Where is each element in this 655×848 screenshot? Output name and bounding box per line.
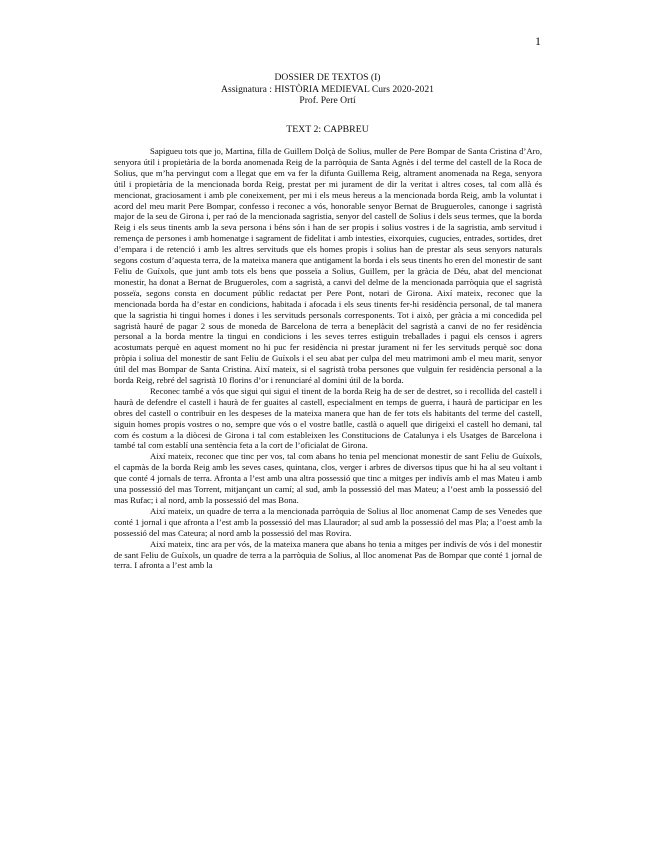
paragraph: Així mateix, tinc ara per vós, de la mateixa manera que abans ho tenia a mitges per indivís de vós i del monestir de sant Feliu de Guíxols, un quadre de terra a la parròquia de Solius, al lloc anomenat Pas de Bompar que conté 1 jornal de terra. I afronta a l’est amb la — [114, 538, 542, 571]
page-number: 1 — [535, 34, 541, 48]
section-title: TEXT 2: CAPBREU — [286, 124, 369, 135]
paragraph: Sapigueu tots que jo, Martina, filla de Guillem Dolçà de Solius, muller de Pere Bompar de Santa Cristina d’Aro, senyora útil i propietària de la borda anomenada Reig de la parròquia de Santa Agnès i del terme del castell de la Roca de Solius, que m’ha pervingut com a llegat que em va fer la difunta Guillema Reig, altrament anomenada na Rega, senyora útil i propietària de la mencionada borda Reig, prestat per mi jurament de dir la veritat i altres coses, tal com allà és mencionat, graciosament i amb ple coneixement, per mi i els meus hereus a la mencionada borda Reig, amb la voluntat i acord del meu marit Pere Bompar, confesso i reconec a vós, honorable senyor Bernat de Brugueroles, canonge i sagristà major de la seu de Girona i, per raó de la mencionada sagristia, senyor del castell de Solius i dels seus termes, que la borda Reig i els seus tinents amb la seva persona i béns són i han de ser propis i solius vostres i de la sagristia, amb servitud i remença de persones i amb homenatge i sagrament de fidelitat i amb intesties, eixorquies, cugucies, entrades, sortides, dret d’empara i de retenció i amb les altres servituds que els homes propis i solius han de prestar als seus senyors naturals segons costum d’aquesta terra, de la mateixa manera que antigament la borda i els seus tinents ho eren del monestir de sant Feliu de Guíxols, que junt amb tots els bens que posseïa a Solius, Guillem, per la gràcia de Déu, abat del mencionat monestir, ha donat a Bernat de Brugueroles, com a sagristà, a canvi del delme de la mencionada parròquia que el sagristà posseïa, segons consta en document públic redactat per Pere Pont, notari de Girona. Així mateix, reconec que la mencionada borda ha d’estar en condicions, habitada i afocada i els seus tinents fer-hi residència personal, de tal manera que la sagristia hi tingui homes i dones i les servituds personals corresponents. Tot i això, per gràcia a mi concedida pel sagristà hauré de pagar 2 sous de moneda de Barcelona de terra a beneplàcit del sagristà a canvi de no fer residència personal a la borda mentre la tingui en condicions i les seves terres estiguin treballades i pagui els censos i agrers acostumats perquè en aquest moment no hi puc fer residència ni prestar jurament ni fer les servituds perquè soc dona pròpia i soliua del monestir de sant Feliu de Guíxols i el seu abat per culpa del meu matrimoni amb el meu marit, senyor útil del mas Bompar de Santa Cristina. Així mateix, si el sagristà troba persones que vulguin fer residència personal a la borda Reig, rebré del sagristà 10 florins d’or i renunciaré al domini útil de la borda. — [114, 146, 542, 386]
document-header — [0, 72, 655, 107]
paragraph: Així mateix, un quadre de terra a la mencionada parròquia de Solius al lloc anomenat Camp de ses Venedes que conté 1 jornal i que afronta a l’est amb la possessió del mas Llaurador; al sud amb la possessió del mas Pla; a l’oest amb la possessió del mas Cateura; al nord amb la possessió del mas Rovira. — [114, 505, 542, 538]
course-line: Assignatura : HISTÒRIA MEDIEVAL Curs 2020-2021 — [221, 83, 434, 95]
professor-line: Prof. Pere Ortí — [299, 95, 356, 106]
paragraph: Així mateix, reconec que tinc per vos, tal com abans ho tenia pel mencionat monestir de sant Feliu de Guíxols, el capmàs de la borda Reig amb les seves cases, quintana, clos, verger i arbres de diversos tipus que hi ha al seu voltant i que conté 4 jornals de terra. Afronta a l’est amb una altra possessió que tinc a mitges per indivís amb el mas Mateu i amb una possessió del mas Torrent, mitjançant un camí; al sud, amb la possessió del mas Mateu; a l’oest amb la possessió del mas Rufac; i al nord, amb la possessió del mas Bona. — [114, 451, 542, 505]
body-text — [114, 146, 542, 571]
paragraph: Reconec també a vós que sigui qui sigui el tinent de la borda Reig ha de ser de destret, so i recollida del castell i haurà de defendre el castell i haurà de fer guaites al castell, especialment en temps de guerra, i haurà de participar en les obres del castell o contribuir en les despeses de la mateixa manera que han de fer tots els habitants del terme del castell, siguin homes propis vostres o no, sempre que vós o el vostre batlle, castlà o aquell que dirigeixi el castell ho demani, tal com és costum a la diòcesi de Girona i tal com estableixen les Constitucions de Catalunya i els Usatges de Barcelona i també tal com establí una sentència feta a la cort de l’oficialat de Girona. — [114, 385, 542, 451]
dossier-title: DOSSIER DE TEXTOS (I) — [274, 72, 381, 83]
